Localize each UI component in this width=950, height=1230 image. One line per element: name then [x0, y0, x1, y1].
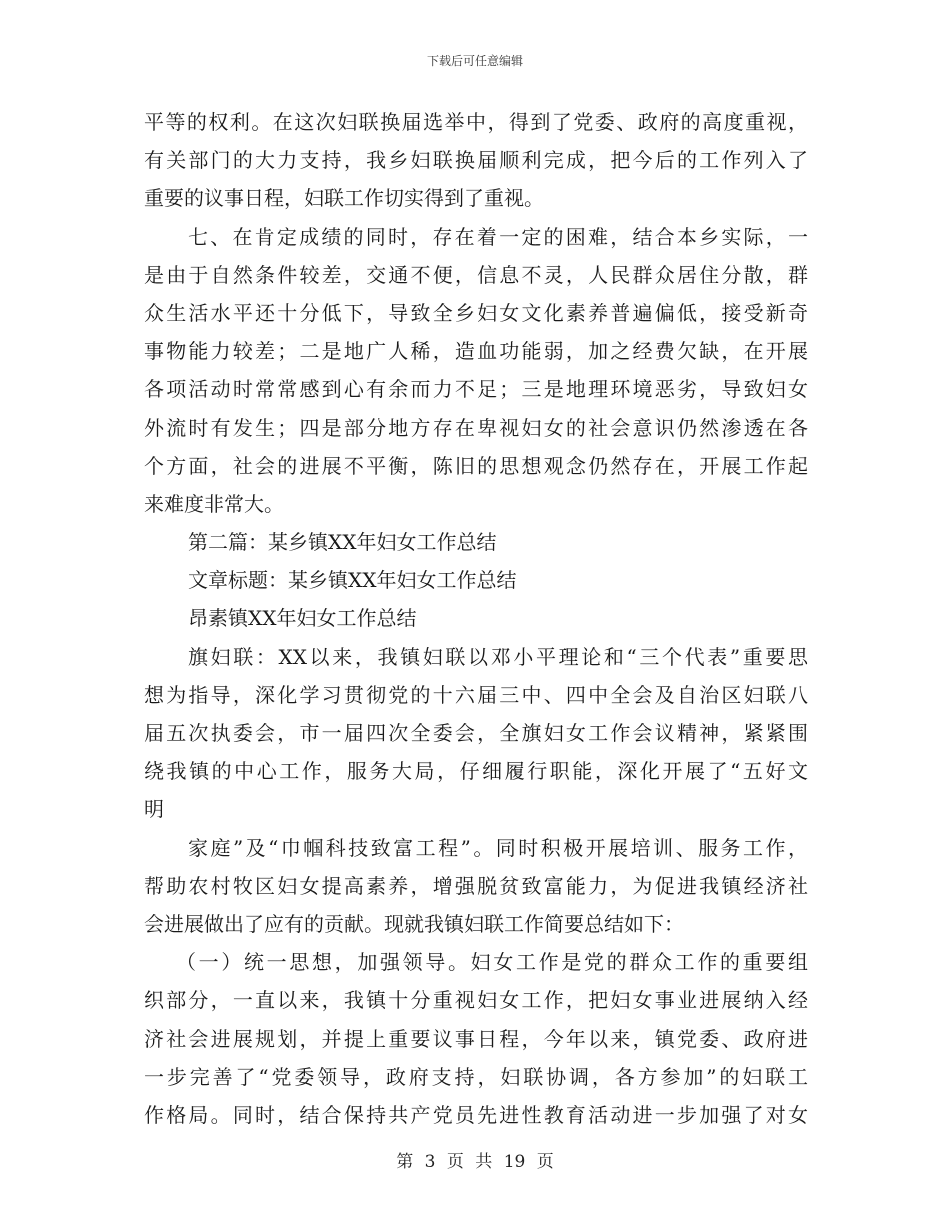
text-line: 有关部门的大力支持，我乡妇联换届顺利完成，把今后的工作列入了 — [144, 148, 808, 173]
text-line: 届五次执委会，市一届四次全委会，全旗妇女工作会议精神，紧紧围 — [144, 721, 808, 745]
document-body — [144, 103, 808, 1134]
text-line: 家庭”及“巾帼科技致富工程”。同时积极开展培训、服务工作， — [188, 835, 808, 860]
text-line: 众生活水平还十分低下，导致全乡妇女文化素养普遍偏低，接受新奇 — [144, 300, 808, 325]
page-number: 第 3 页 共 19 页 — [396, 1152, 554, 1172]
text-line: 帮助农村牧区妇女提高素养，增强脱贫致富能力，为促进我镇经济社 — [144, 873, 808, 898]
text-line: 平等的权利。在这次妇联换届选举中，得到了党委、政府的高度重视， — [144, 110, 808, 134]
text-line: （一）统一思想，加强领导。妇女工作是党的群众工作的重要组 — [176, 950, 808, 975]
text-line: 济社会进展规划，并提上重要议事日程，今年以来，镇党委、政府进 — [144, 1026, 808, 1051]
text-line: 想为指导，深化学习贯彻党的十六届三中、四中全会及自治区妇联八 — [144, 682, 808, 707]
text-line: 七、在肯定成绩的同时，存在着一定的困难，结合本乡实际，一 — [188, 224, 808, 249]
document-title: 昂素镇XX年妇女工作总结 — [188, 606, 417, 631]
article-title: 文章标题：某乡镇XX年妇女工作总结 — [188, 568, 517, 593]
text-line: 会进展做出了应有的贡献。现就我镇妇联工作简要总结如下： — [144, 911, 684, 936]
text-line: 明 — [144, 797, 164, 822]
text-line: 织部分，一直以来，我镇十分重视妇女工作，把妇女事业进展纳入经 — [144, 988, 808, 1013]
text-line: 来难度非常大。 — [144, 491, 284, 516]
text-line: 重要的议事日程，妇联工作切实得到了重视。 — [144, 186, 544, 211]
text-line: 个方面，社会的进展不平衡，陈旧的思想观念仍然存在，开展工作起 — [144, 453, 808, 478]
text-line: 一步完善了“党委领导，政府支持，妇联协调，各方参加”的妇联工 — [144, 1064, 808, 1089]
page-header-note: 下载后可任意编辑 — [426, 54, 523, 68]
text-line: 是由于自然条件较差，交通不便，信息不灵，人民群众居住分散，群 — [144, 262, 808, 287]
text-line: 外流时有发生；四是部分地方存在卑视妇女的社会意识仍然渗透在各 — [144, 415, 808, 440]
section-heading: 第二篇：某乡镇XX年妇女工作总结 — [188, 530, 497, 555]
text-line: 旗妇联：XX以来，我镇妇联以邓小平理论和“三个代表”重要思 — [188, 644, 808, 669]
text-line: 绕我镇的中心工作，服务大局，仔细履行职能，深化开展了“五好文 — [144, 759, 808, 784]
text-line: 各项活动时常常感到心有余而力不足；三是地理环境恶劣，导致妇女 — [144, 377, 808, 402]
text-line: 作格局。同时，结合保持共产党员先进性教育活动进一步加强了对女 — [144, 1102, 808, 1127]
text-line: 事物能力较差；二是地广人稀，造血功能弱，加之经费欠缺，在开展 — [144, 339, 808, 364]
